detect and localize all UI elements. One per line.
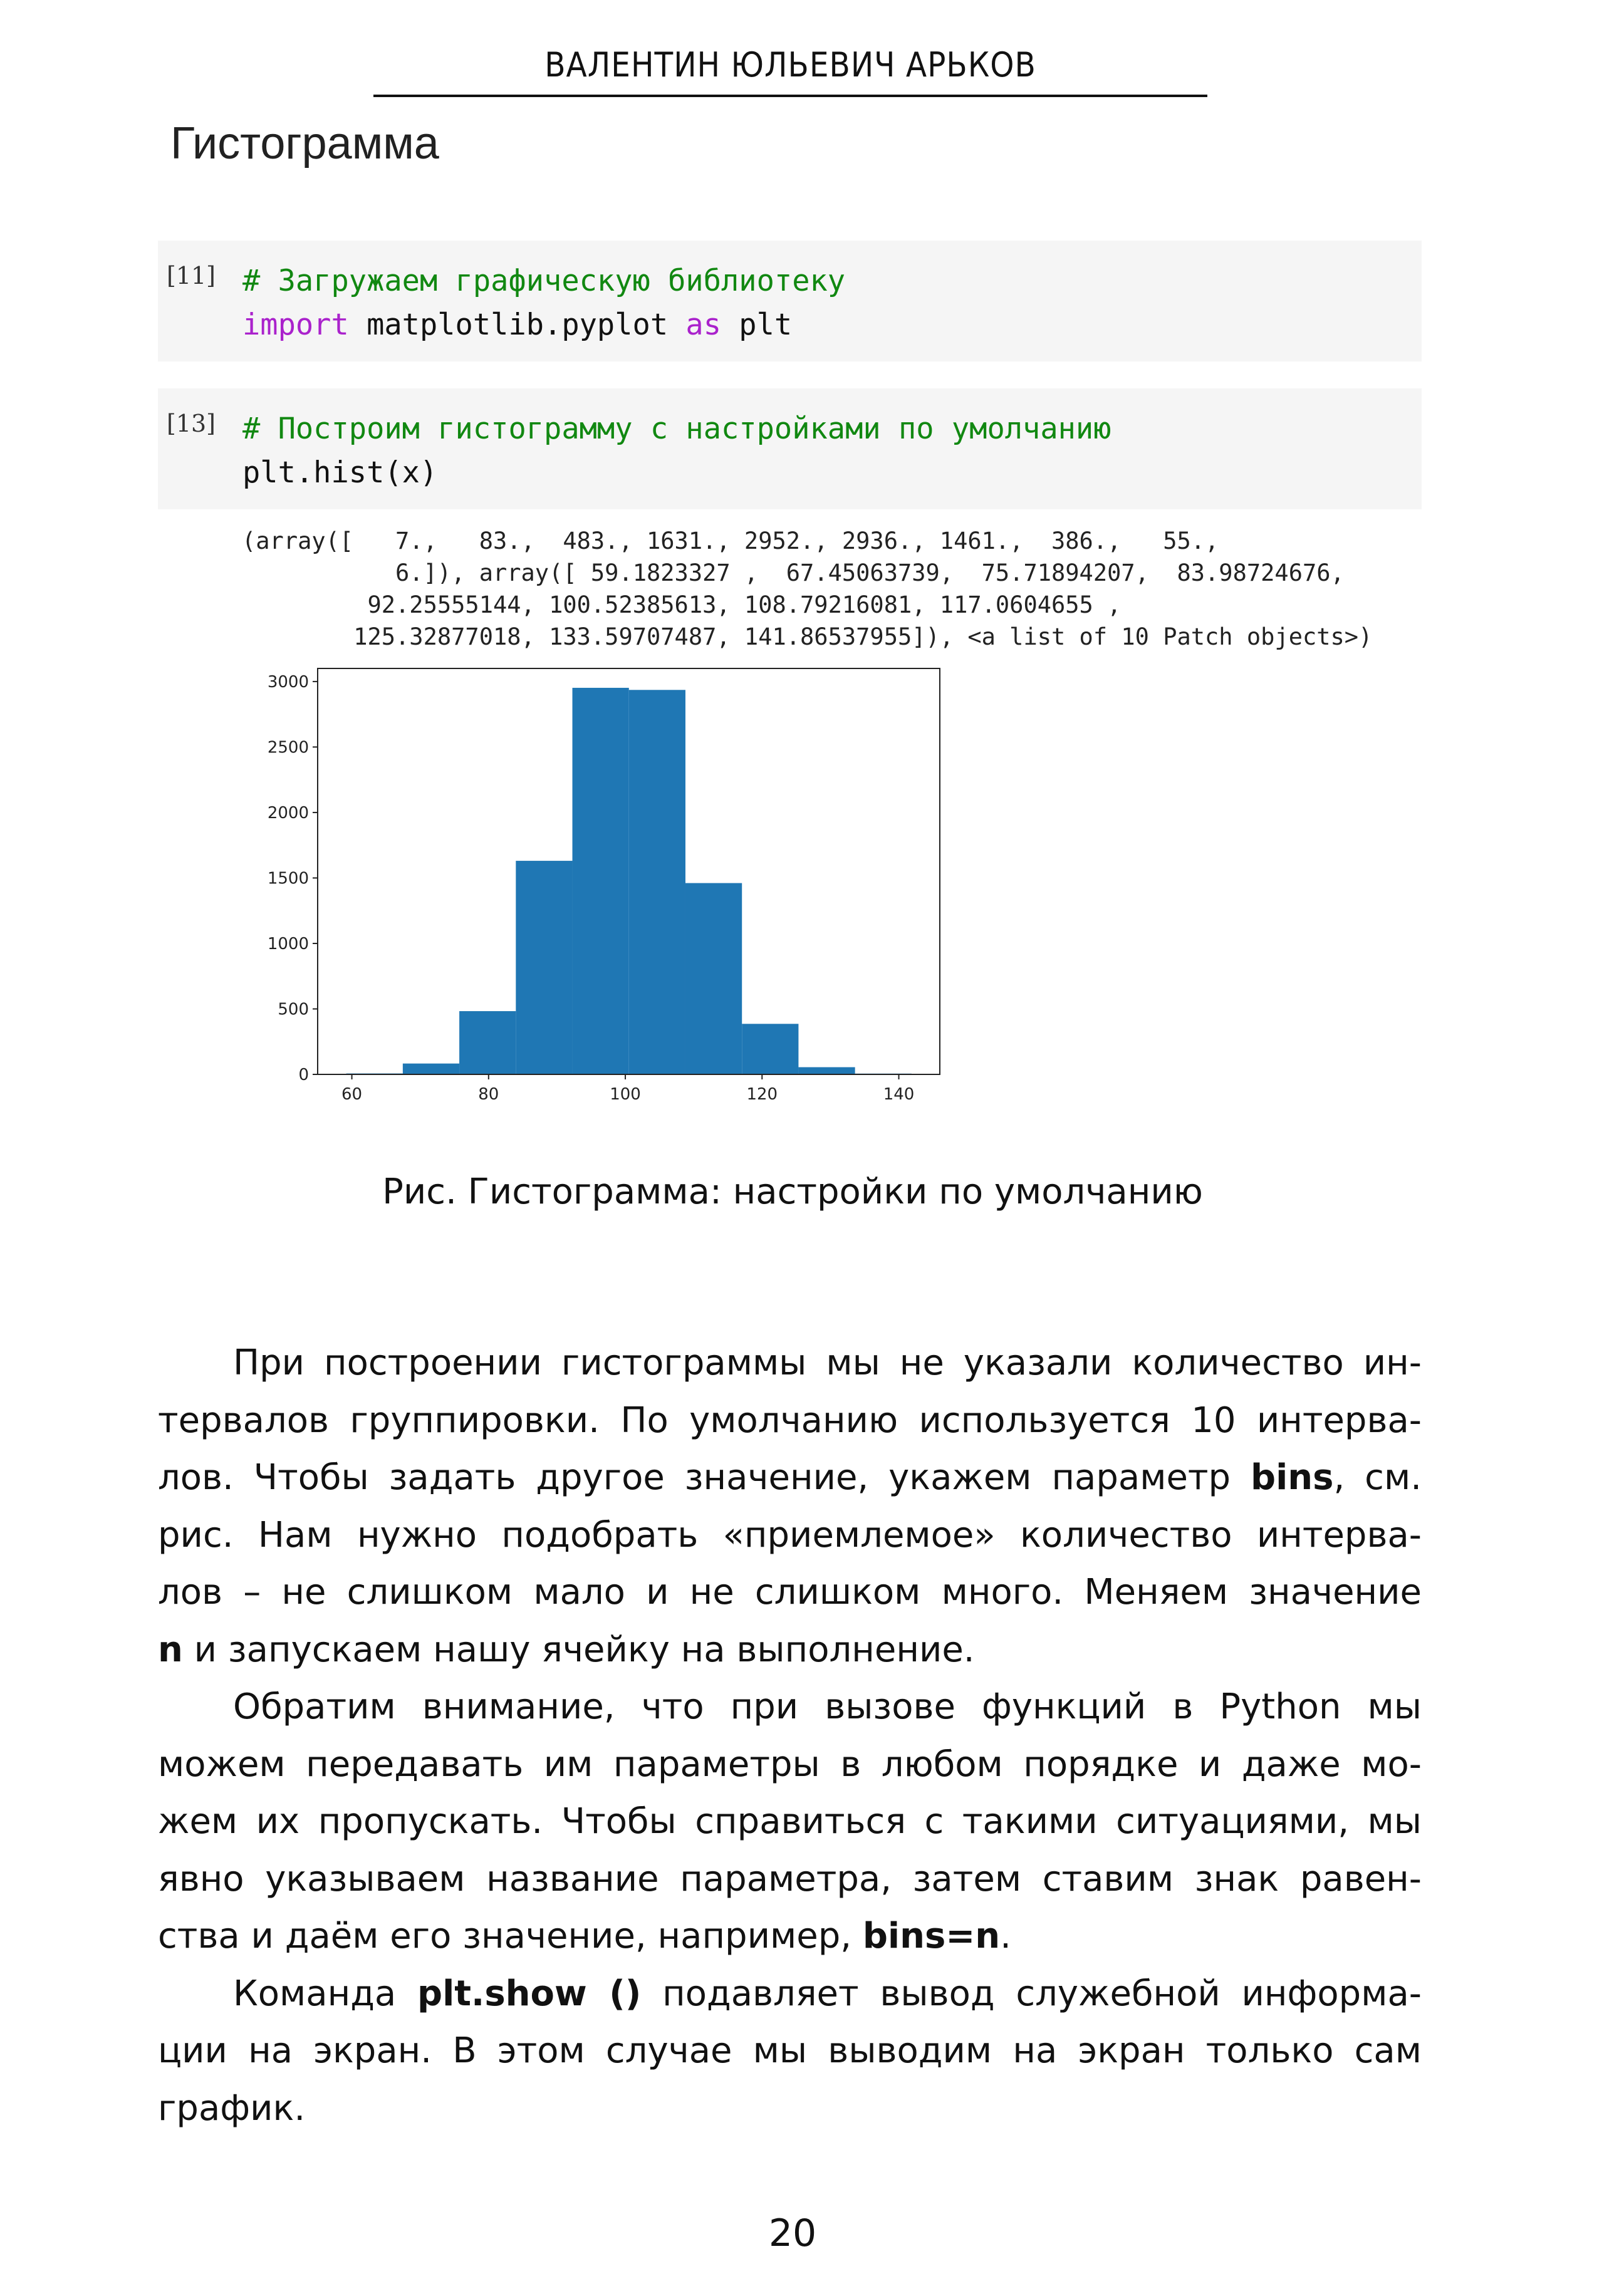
body-text	[158, 1334, 1422, 2137]
output-line: (array([ 7., 83., 483., 1631., 2952., 2936., 1461., 386., 55.,	[242, 527, 1219, 554]
code-text: plt	[721, 308, 793, 342]
y-tick-label: 2500	[267, 738, 309, 757]
text-line: явно указываем название параметра, затем ставим знак равен-	[158, 1858, 1422, 1899]
text-line	[158, 1621, 1422, 1679]
cell-output	[242, 525, 1372, 653]
code-comment: # Построим гистограмму с настройками по умолчанию	[242, 412, 1111, 446]
text-line: жем их пропускать. Чтобы справиться с такими ситуациями, мы	[158, 1801, 1422, 1842]
x-tick-label: 120	[746, 1085, 778, 1104]
text-line: можем передавать им параметры в любом порядке и даже мо-	[158, 1743, 1422, 1785]
x-tick-label: 100	[610, 1085, 641, 1104]
code-keyword: as	[685, 308, 722, 342]
histogram-bar	[459, 1011, 516, 1074]
y-tick-label: 1500	[267, 869, 309, 888]
text-line: При построении гистограммы мы не указали количество ин-	[233, 1343, 1422, 1383]
y-tick-label: 500	[278, 1000, 309, 1019]
histogram-bar	[629, 690, 685, 1074]
paragraph	[158, 1334, 1422, 1678]
text-run: ства и даём его значение, например,	[158, 1916, 863, 1956]
output-line: 6.]), array([ 59.1823327 , 67.45063739, 75.71894207, 83.98724676,	[242, 559, 1345, 586]
text-run: лов. Чтобы задать другое значение, укажем параметр	[158, 1457, 1251, 1498]
code-comment: # Загружаем графическую библиотеку	[242, 264, 846, 298]
text-line: ции на экран. В этом случае мы выводим на экран только сам	[158, 2030, 1422, 2071]
cell-code	[242, 407, 1111, 495]
output-line: 92.25555144, 100.52385613, 108.79216081, 117.0604655 ,	[242, 591, 1122, 618]
y-tick-label: 3000	[267, 672, 309, 692]
section-title: Гистограмма	[170, 118, 439, 169]
bold-term: n	[158, 1629, 183, 1670]
x-tick-label: 60	[341, 1085, 363, 1104]
text-line: рис. Нам нужно подобрать «приемлемое» количество интерва-	[158, 1514, 1422, 1556]
page-number: 20	[768, 2211, 817, 2255]
code-keyword: import	[242, 308, 349, 342]
cell-prompt: [11]	[167, 262, 216, 289]
running-head: ВАЛЕНТИН ЮЛЬЕВИЧ АРЬКОВ	[544, 45, 1036, 85]
header-rule	[373, 95, 1207, 97]
code-cell-1[interactable]	[158, 241, 1422, 361]
text-run: подавляет вывод служебной информа-	[641, 1973, 1422, 2014]
histogram-chart	[238, 652, 977, 1128]
text-line: лов – не слишком мало и не слишком много. Меняем значение	[158, 1572, 1422, 1613]
cell-code	[242, 259, 845, 347]
histogram-bar	[403, 1064, 459, 1074]
text-line	[158, 1449, 1422, 1507]
output-line: 125.32877018, 133.59707487, 141.86537955]), <a list of 10 Patch objects>)	[242, 623, 1373, 650]
y-tick-label: 2000	[267, 803, 309, 823]
histogram-bar	[798, 1067, 855, 1074]
code-text: matplotlib.pyplot	[348, 308, 686, 342]
cell-prompt: [13]	[167, 410, 216, 437]
paragraph	[158, 1678, 1422, 1965]
text-line: тервалов группировки. По умолчанию используется 10 интерва-	[158, 1400, 1422, 1441]
y-tick-label: 0	[298, 1066, 309, 1084]
bold-term: bins	[1250, 1457, 1334, 1498]
text-run: , см.	[1333, 1457, 1422, 1498]
bold-term: plt.show ()	[417, 1973, 642, 2014]
text-line: Обратим внимание, что при вызове функций в Python мы	[233, 1686, 1422, 1727]
histogram-bar	[573, 688, 629, 1074]
histogram-bar	[685, 883, 742, 1074]
code-cell-2[interactable]	[158, 388, 1422, 509]
text-line: график.	[158, 2087, 306, 2129]
code-text: plt.hist(x)	[242, 455, 438, 490]
y-tick-label: 1000	[267, 934, 309, 953]
text-line	[158, 1965, 1422, 2023]
text-line	[158, 1908, 1422, 1965]
text-run: и запускаем нашу ячейку на выполнение.	[182, 1629, 975, 1670]
histogram-bar	[516, 861, 572, 1074]
text-run: .	[1000, 1916, 1011, 1956]
x-tick-label: 140	[883, 1085, 915, 1104]
bold-term: bins=n	[862, 1916, 1001, 1956]
text-run: Команда	[233, 1973, 417, 2014]
figure-caption: Рис. Гистограмма: настройки по умолчанию	[382, 1171, 1203, 1212]
histogram-bar	[742, 1024, 798, 1074]
paragraph	[158, 1965, 1422, 2138]
x-tick-label: 80	[478, 1085, 499, 1104]
